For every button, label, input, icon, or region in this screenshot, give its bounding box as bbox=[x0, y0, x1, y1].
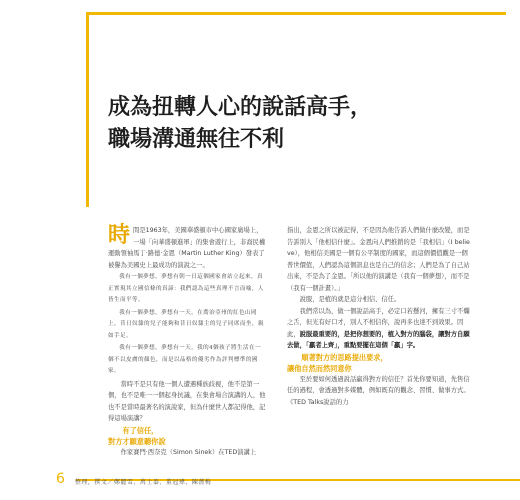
subheading-follow-line-1: 順著對方的思路提出要求， bbox=[301, 352, 388, 362]
body-text: 我們常以為，做一個說話高手，必定口若懸河，擁有三寸不爛之舌，但光有好口才，別人不相信你，說再多也達不到效果。因此， bbox=[287, 307, 470, 338]
dream-quote-3: 我有一個夢想，夢想有一天，我的4個孩子將生活在一個不以皮膚的顏色，而是以品格的優劣作為評判標準的國家。 bbox=[108, 345, 262, 374]
emphasis-text: 說服最重要的，是把你想要的，植入對方的腦袋，讓對方自願去做，「贏者上齊」，重點要擺在這個「贏」字。 bbox=[287, 330, 470, 349]
page-footer bbox=[56, 471, 211, 487]
subheading-follow bbox=[287, 352, 473, 374]
body-paragraph: 指出，金恩之所以被記得，不是因為他告訴人們做什麼改變，而是告訴別人「他相信什麼」。金恩向人們推銷的是「我相信」（I believe），他相信美國是一個有公平制度的國家，而這個價值觀是一個普世價值，人們認為這個訊息也是自己的信念；人們是為了自己站出來，不是為了金恩。「所以他的演講是（我有一個夢想），而不是（我有一個計畫）。」 bbox=[287, 227, 470, 292]
body-paragraph: 說服，是植的就是這分相信、信任。 bbox=[299, 296, 401, 303]
title-line-2: 職場溝通無往不利 bbox=[108, 127, 285, 152]
subheading-trust bbox=[108, 425, 266, 447]
frame-top-rule bbox=[86, 12, 506, 15]
body-paragraph: 至於要如何透過說話贏得對方的信任？首先你要知道，先售信任的過程，會透過對多媒體，例如既有的觀念、習慣、做事方式。《TED Talks說話的力 bbox=[287, 375, 470, 406]
body-paragraph: 當時不是只有他一個人遭遇種族歧視，他不是第一個，也不是唯一一個起身抗議，在集會場合演講的人，他也不是當時最著名的演說家，但為什麼世人都記得他，記得這場演講？ bbox=[108, 380, 266, 422]
frame-left-rule bbox=[86, 12, 89, 207]
subheading-trust-line-1: 有了信任， bbox=[122, 425, 159, 435]
title-line-1: 成為扭轉人心的說話高手， bbox=[108, 95, 373, 120]
body-paragraph bbox=[287, 306, 473, 352]
drop-cap: 時 bbox=[108, 223, 131, 248]
body-paragraph: 作家賽門·西奈克（Simon Sinek）在TED演講上 bbox=[120, 448, 257, 456]
subheading-trust-line-2: 對方才願意聽你說 bbox=[108, 436, 166, 446]
dream-quote-1: 我有一個夢想，夢想有朝一日這個國家會站立起來，真正實現其立國信條的真諦：我們認為這些真理不言而喻，人皆生而平等。 bbox=[108, 274, 264, 303]
page-title bbox=[108, 92, 372, 156]
subheading-follow-line-2: 讓他自然而然同意你 bbox=[287, 363, 352, 373]
page-number: 6 bbox=[56, 471, 65, 487]
intro-paragraph: 間是1963年，美國華盛頓市中心國家廣場上，一場「向華盛頓進軍」的集會遊行上，非裔民權運動領袖馬丁·路德·金恩（Martin Luther King）發表了被譽為美國史上最成功的演說之一。 bbox=[108, 227, 266, 269]
dream-quote-2: 我有一個夢想，夢想有一天，在喬治亞州的紅色山岡上，昔日奴隸的兒子能夠和昔日奴隸主的兒子同席而坐，親如手足。 bbox=[108, 309, 264, 339]
left-column bbox=[108, 225, 266, 458]
credits: 整理，撰文／鄭麗雪、萬士蓁、董冠瑋、陳薔梅 bbox=[74, 479, 212, 486]
right-column bbox=[287, 225, 473, 408]
